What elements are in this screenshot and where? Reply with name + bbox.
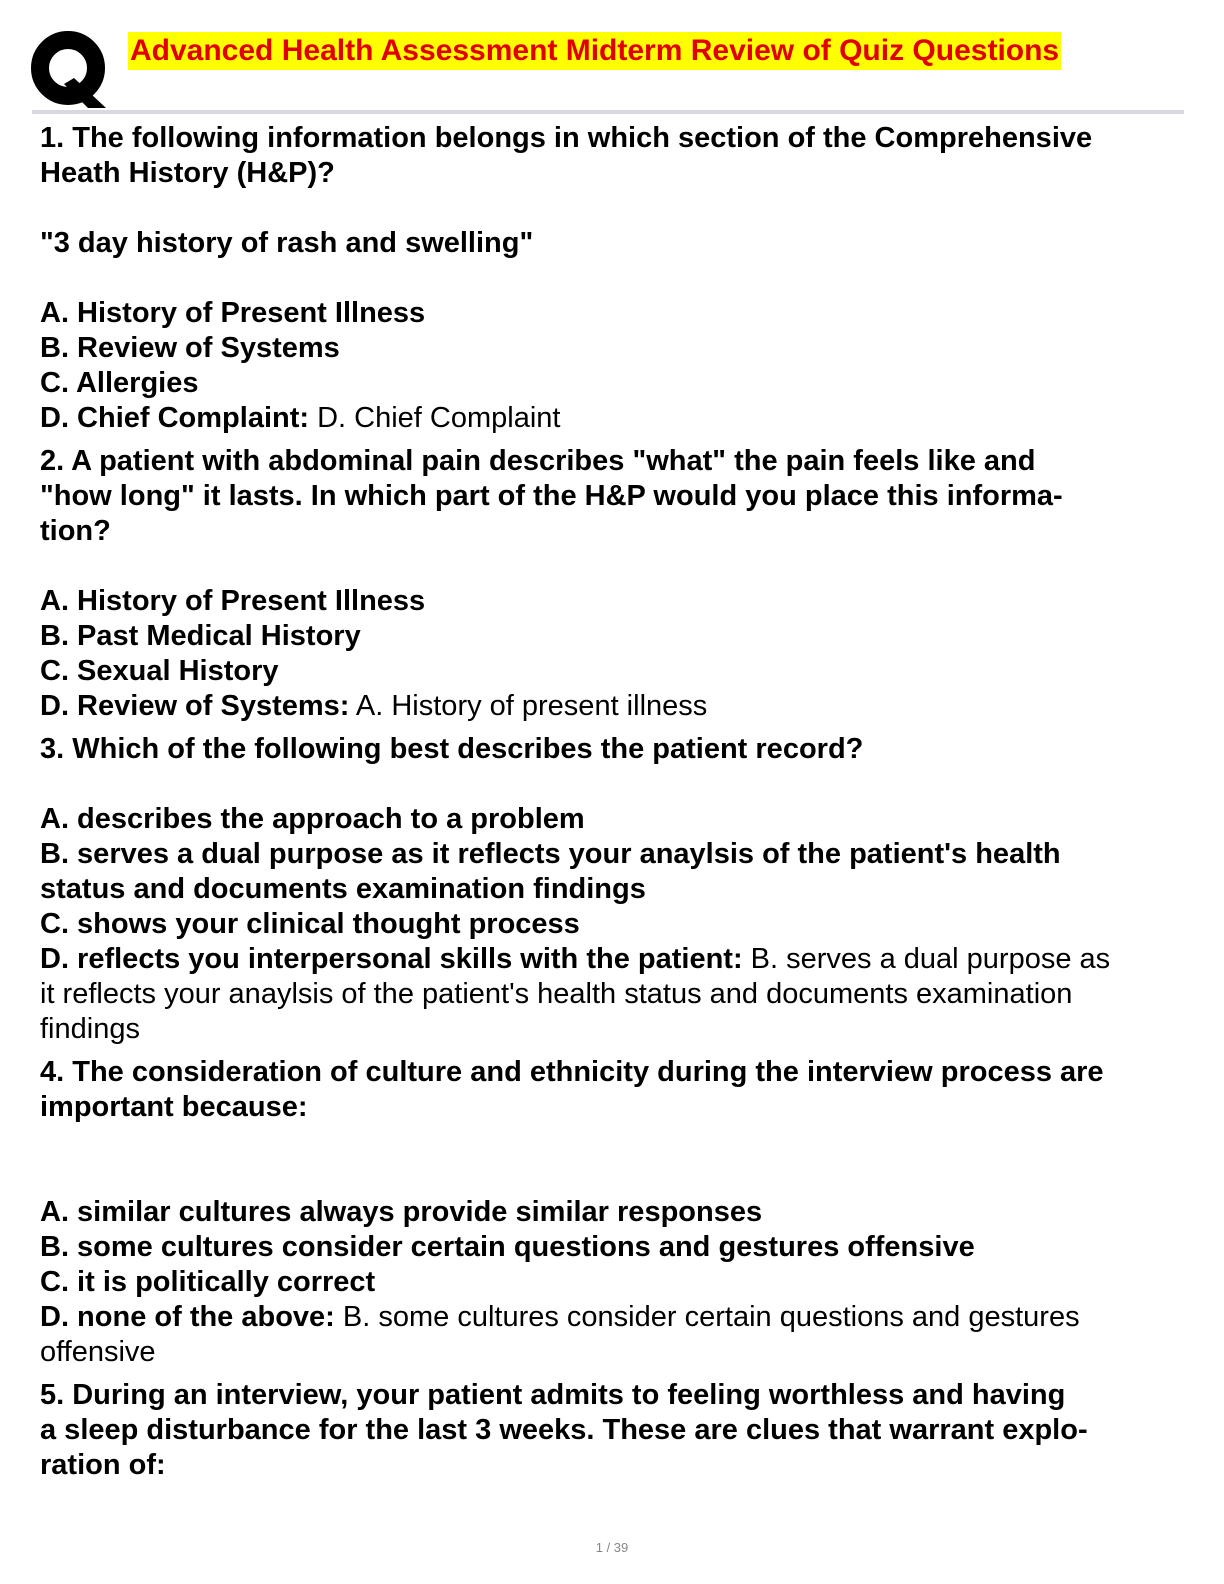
- answer-text: B. some cultures consider certain questions and gestures: [334, 1301, 1080, 1333]
- stem-line: 4. The consideration of culture and ethnicity during the interview process are: [40, 1056, 1104, 1088]
- option-a: A. History of Present Illness: [40, 585, 426, 617]
- question-3: [40, 732, 1180, 1047]
- option-b: B. Review of Systems: [40, 332, 340, 364]
- option-c: C. shows your clinical thought process: [40, 908, 580, 940]
- stem-line: 2. A patient with abdominal pain describes "what" the pain feels like and: [40, 445, 1036, 477]
- stem-line: "how long" it lasts. In which part of the H&P would you place this informa-: [40, 480, 1063, 512]
- stem-line: 5. During an interview, your patient admits to feeling worthless and having: [40, 1379, 1066, 1411]
- option-c: C. Allergies: [40, 367, 199, 399]
- option-line: status and documents examination findings: [40, 873, 646, 905]
- document-title: Advanced Health Assessment Midterm Review of Quiz Questions: [128, 32, 1061, 70]
- option-b: B. Past Medical History: [40, 620, 361, 652]
- option-d: D. reflects you interpersonal skills with the patient:: [40, 943, 743, 975]
- question-list: [40, 121, 1180, 1483]
- option-b: B. some cultures consider certain questions and gestures offensive: [40, 1231, 975, 1263]
- header-divider: [32, 110, 1184, 114]
- answer-text: B. serves a dual purpose as: [742, 943, 1111, 975]
- answer-text: D. Chief Complaint: [309, 402, 561, 434]
- option-line: B. serves a dual purpose as it reflects your anaylsis of the patient's health: [40, 838, 1061, 870]
- option-d: D. Review of Systems:: [40, 690, 350, 722]
- stem-line: Heath History (H&P)?: [40, 157, 335, 189]
- option-a: A. History of Present Illness: [40, 297, 426, 329]
- question-quote: "3 day history of rash and swelling": [40, 227, 534, 259]
- question-stem: [40, 121, 1180, 191]
- question-1: [40, 121, 1180, 436]
- option-a: A. similar cultures always provide similar responses: [40, 1196, 763, 1228]
- stem-line: 1. The following information belongs in which section of the Comprehensive: [40, 122, 1093, 154]
- question-stem: [40, 1378, 1180, 1483]
- option-a: A. describes the approach to a problem: [40, 803, 585, 835]
- answer-text: findings: [40, 1013, 140, 1045]
- stem-line: a sleep disturbance for the last 3 weeks. These are clues that warrant explo-: [40, 1414, 1088, 1446]
- answer-text: it reflects your anaylsis of the patient's health status and documents examination: [40, 978, 1073, 1010]
- answer-text: offensive: [40, 1336, 156, 1368]
- question-4: [40, 1055, 1180, 1370]
- question-stem: 3. Which of the following best describes the patient record?: [40, 733, 864, 765]
- stem-line: ration of:: [40, 1449, 166, 1481]
- answer-text: A. History of present illness: [349, 690, 708, 722]
- stem-line: important because:: [40, 1091, 308, 1123]
- option-d: D. Chief Complaint:: [40, 402, 310, 434]
- question-stem: [40, 444, 1180, 549]
- stem-line: tion?: [40, 515, 111, 547]
- option-c: C. it is politically correct: [40, 1266, 376, 1298]
- option-d: D. none of the above:: [40, 1301, 335, 1333]
- q-logo-icon: [30, 30, 110, 110]
- page-number: 1 / 39: [595, 1540, 629, 1555]
- option-c: C. Sexual History: [40, 655, 279, 687]
- option-b: [40, 837, 1180, 907]
- question-stem: [40, 1055, 1180, 1125]
- question-2: [40, 444, 1180, 724]
- question-5: [40, 1378, 1180, 1483]
